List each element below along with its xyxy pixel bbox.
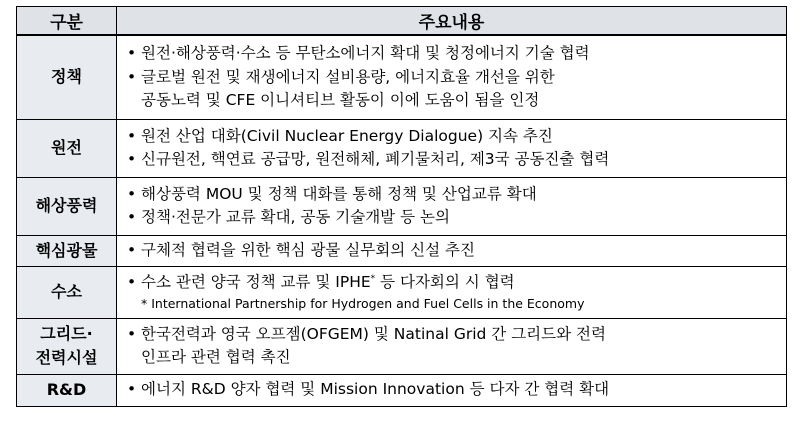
row-content-rnd (117, 374, 787, 406)
list-item (125, 206, 782, 230)
list-item (125, 125, 782, 149)
list-item (125, 183, 782, 207)
header-content: 주요내용 (117, 7, 787, 36)
row-content-policy (117, 35, 787, 119)
bullet-text-tail: 등 다자회의 시 협력 (375, 273, 515, 292)
list-item (125, 239, 782, 263)
row-category-nuclear: 원전 (17, 119, 117, 177)
row-content-grid (117, 318, 787, 374)
table-row (17, 266, 787, 318)
table-row (17, 374, 787, 406)
bullet-icon: • (127, 67, 137, 86)
list-item (125, 148, 782, 172)
bullet-text: 에너지 R&D 양자 협력 및 Mission Innovation 등 다자 간 협력 확대 (141, 380, 610, 399)
bullet-icon: • (127, 273, 137, 292)
bullet-text: 해상풍력 MOU 및 정책 대화를 통해 정책 및 산업교류 확대 (141, 184, 537, 203)
row-category-critical-minerals: 핵심광물 (17, 235, 117, 266)
bullet-icon: • (127, 44, 137, 62)
footnote: * International Partnership for Hydrogen and Fuel Cells in the Economy (141, 295, 585, 311)
list-item (125, 66, 782, 113)
list-item (125, 42, 782, 66)
bullet-text: 한국전력과 영국 오프젬(OFGEM) 및 Natinal Grid 간 그리드와 전력 (141, 324, 606, 343)
bullet-text: 구체적 협력을 위한 핵심 광물 실무회의 신설 추진 (141, 240, 475, 259)
footnote-mark: * (370, 274, 376, 285)
table-row (17, 35, 787, 119)
bullet-text: 글로벌 원전 및 재생에너지 설비용량, 에너지효율 개선을 위한 (141, 67, 555, 86)
row-content-nuclear (117, 119, 787, 177)
bullet-icon: • (127, 150, 137, 168)
table-row (17, 318, 787, 374)
list-item (125, 271, 782, 295)
bullet-text: 원전·해상풍력·수소 등 무탄소에너지 확대 및 청정에너지 기술 협력 (141, 44, 590, 62)
bullet-text: 신규원전, 핵연료 공급망, 원전해체, 폐기물처리, 제3국 공동진출 협력 (141, 150, 610, 168)
bullet-icon: • (127, 184, 137, 203)
bullet-icon: • (127, 240, 137, 259)
policy-table (16, 6, 787, 407)
bullet-icon: • (127, 380, 137, 399)
bullet-text: 정책·전문가 교류 확대, 공동 기술개발 등 논의 (141, 208, 450, 226)
row-content-critical-minerals (117, 235, 787, 266)
row-category-rnd: R&D (17, 374, 117, 406)
iphe-term: IPHE (335, 273, 371, 292)
row-category-grid (17, 318, 117, 374)
row-content-hydrogen (117, 266, 787, 318)
table-row (17, 119, 787, 177)
row-category-offshore-wind: 해상풍력 (17, 177, 117, 235)
category-line-2: 전력시설 (35, 348, 98, 367)
row-category-hydrogen: 수소 (17, 266, 117, 318)
table-row (17, 235, 787, 266)
bullet-text: 원전 산업 대화(Civil Nuclear Energy Dialogue) 지속 추진 (141, 126, 553, 145)
header-category: 구분 (17, 7, 117, 36)
bullet-icon: • (127, 126, 137, 145)
bullet-text-continuation: 인프라 관련 협력 촉진 (141, 348, 291, 366)
category-line-1: 그리드· (40, 324, 93, 343)
table-row (17, 177, 787, 235)
policy-table-container (16, 6, 786, 407)
list-item (125, 378, 782, 402)
row-category-policy: 정책 (17, 35, 117, 119)
list-item (125, 323, 782, 370)
row-content-offshore-wind (117, 177, 787, 235)
table-header-row (17, 7, 787, 36)
bullet-text-continuation: 공동노력 및 CFE 이니셔티브 활동이 이에 도움이 됨을 인정 (141, 91, 540, 109)
bullet-text: 수소 관련 양국 정책 교류 및 (141, 273, 336, 292)
bullet-icon: • (127, 208, 137, 226)
bullet-icon: • (127, 324, 137, 343)
